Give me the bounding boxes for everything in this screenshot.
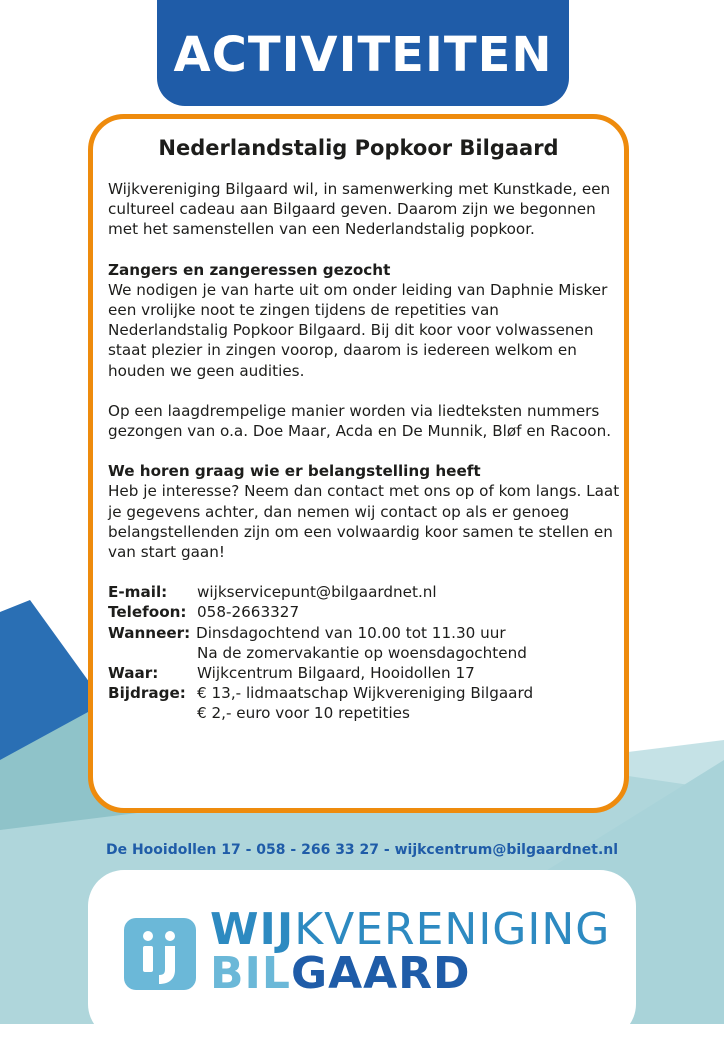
info-row-when xyxy=(108,623,623,643)
contribution-value: € 13,- lidmaatschap Wijkvereniging Bilgaard xyxy=(197,684,534,703)
banner-title: ACTIVITEITEN xyxy=(173,27,553,83)
footer-contact-line: De Hooidollen 17 - 058 - 266 33 27 - wijkcentrum@bilgaardnet.nl xyxy=(105,842,619,858)
when-value: Dinsdagochtend van 10.00 tot 11.30 uur xyxy=(196,623,506,642)
info-spacer xyxy=(108,643,197,663)
phone-label: Telefoon: xyxy=(108,603,187,622)
logo-text-bil: BIL xyxy=(210,948,291,999)
card-body xyxy=(108,179,623,724)
where-label: Waar: xyxy=(108,664,159,683)
section-heading-interest: We horen graag wie er belangstelling heeft xyxy=(108,462,481,481)
where-value: Wijkcentrum Bilgaard, Hooidollen 17 xyxy=(197,664,475,683)
info-row-email xyxy=(108,582,623,602)
header-banner xyxy=(157,0,569,106)
logo-text-line-2 xyxy=(210,950,471,998)
interest-paragraph: Heb je interesse? Neem dan contact met ons op of kom langs. Laat je gegevens achter, dan nemen wij contact op als er genoeg belangstellenden zijn om een volwaardig koor samen te stellen en van start gaan! xyxy=(108,482,620,562)
logo-panel xyxy=(88,870,636,1040)
info-row-where xyxy=(108,663,623,683)
logo-text-line-1 xyxy=(210,906,610,954)
card-title: Nederlandstalig Popkoor Bilgaard xyxy=(158,136,559,160)
info-spacer xyxy=(108,703,197,723)
logo-text-kvereniging: KVERENIGING xyxy=(294,904,611,955)
info-list xyxy=(108,582,623,723)
when-label: Wanneer: xyxy=(108,623,191,642)
email-value[interactable]: wijkservicepunt@bilgaardnet.nl xyxy=(197,583,437,602)
content-card xyxy=(88,114,629,813)
logo-text-gaard: GAARD xyxy=(290,948,471,999)
section-heading-singers: Zangers en zangeressen gezocht xyxy=(108,260,391,279)
intro-paragraph: Wijkvereniging Bilgaard wil, in samenwerking met Kunstkade, een cultureel cadeau aan Bilgaard geven. Daarom zijn we begonnen met het samenstellen van een Nederlandstalig popkoor. xyxy=(108,180,611,239)
info-row-contribution xyxy=(108,683,623,703)
email-label: E-mail: xyxy=(108,583,168,602)
contribution-value-secondary: € 2,- euro voor 10 repetities xyxy=(197,704,410,723)
contribution-label: Bijdrage: xyxy=(108,684,186,703)
songs-paragraph: Op een laagdrempelige manier worden via liedteksten nummers gezongen van o.a. Doe Maar, Acda en De Munnik, Bløf en Racoon. xyxy=(108,401,612,441)
info-row-contribution-2 xyxy=(108,703,623,723)
when-value-secondary: Na de zomervakantie op woensdagochtend xyxy=(197,643,527,662)
phone-value[interactable]: 058-2663327 xyxy=(197,603,300,622)
singers-paragraph: We nodigen je van harte uit om onder leiding van Daphnie Misker een vrolijke noot te zingen tijdens de repetities van Nederlandstalig Popkoor Bilgaard. Bij dit koor voor volwassenen staat plezier in zingen voorop, daarom is iedereen welkom en houden we geen audities. xyxy=(108,280,608,380)
wijkvereniging-logo-icon xyxy=(124,918,196,990)
info-row-when-2 xyxy=(108,643,623,663)
logo-text-wij: WIJ xyxy=(210,904,295,955)
info-row-phone xyxy=(108,602,623,622)
